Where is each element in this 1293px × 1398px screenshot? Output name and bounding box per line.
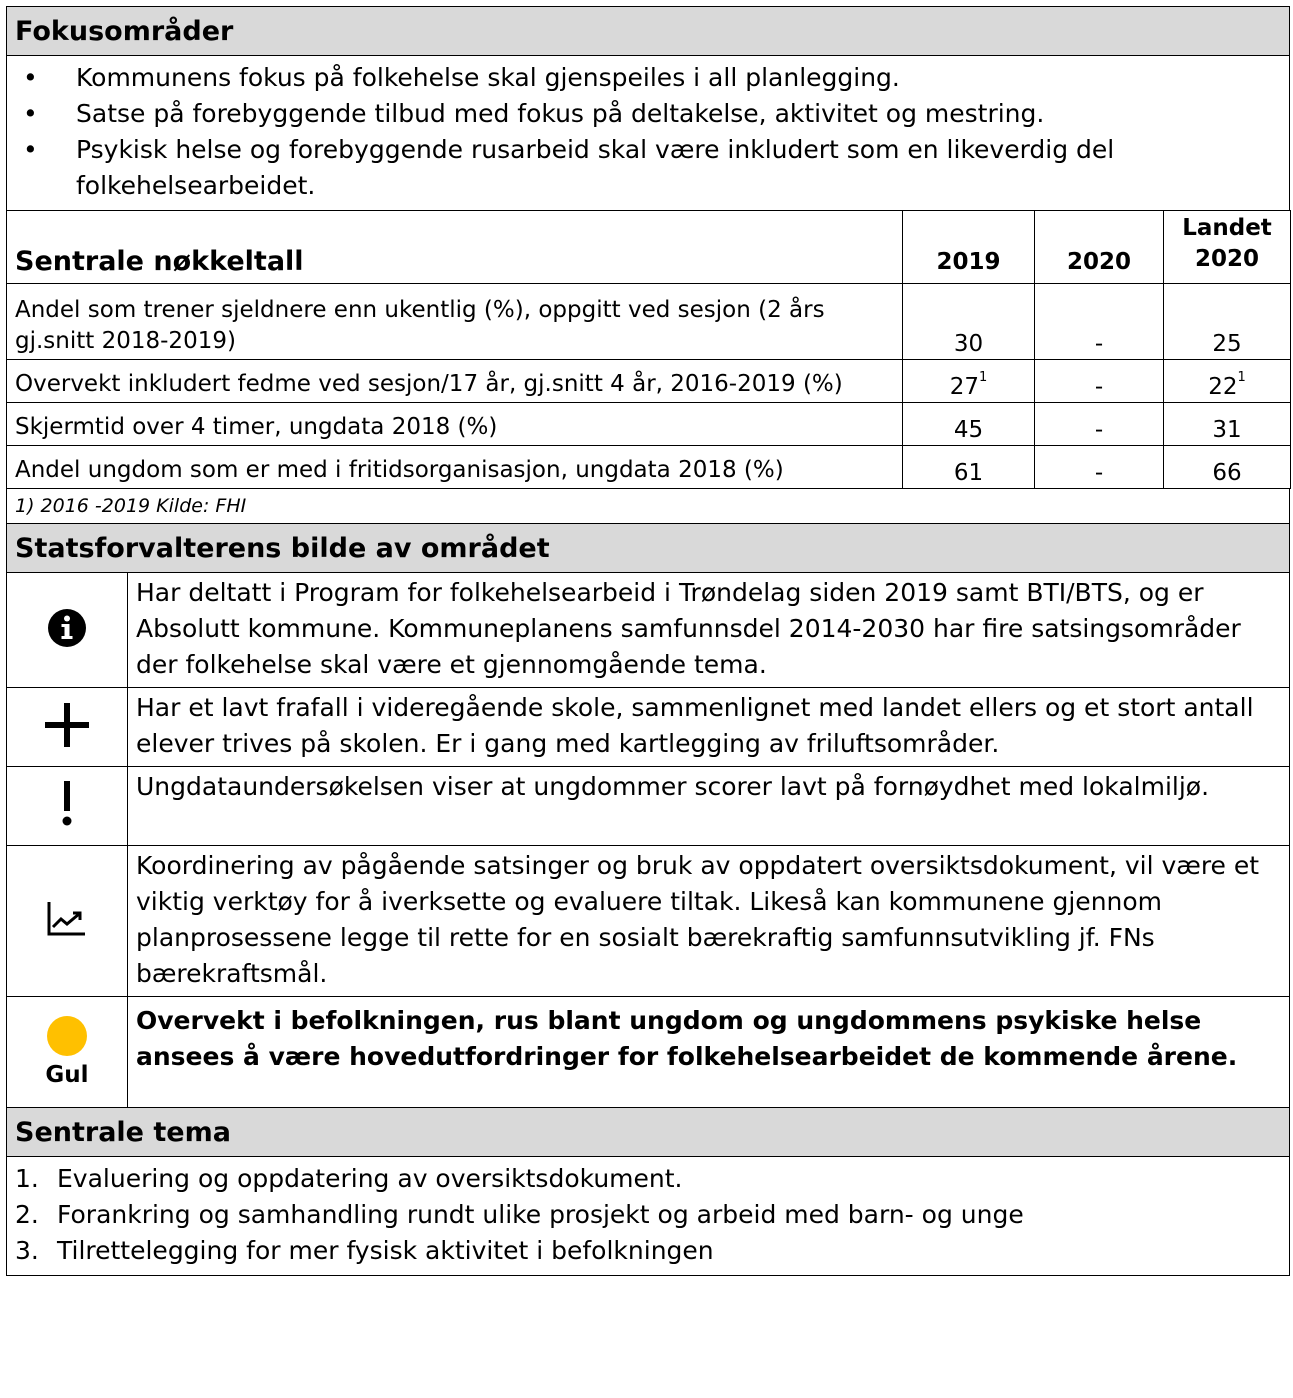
nokkeltall-heading: Sentrale nøkkeltall — [7, 211, 903, 284]
tema-section — [6, 1156, 1290, 1276]
bilde-row-plus — [6, 687, 1290, 766]
document — [6, 6, 1290, 1276]
status-label: Gul — [45, 1062, 89, 1088]
fokus-section — [6, 55, 1290, 210]
footnote-marker: 1 — [1237, 370, 1246, 385]
cell-2020: - — [1035, 360, 1164, 403]
col-header-2020: 2020 — [1035, 211, 1164, 284]
bilde-heading: Statsforvalterens bilde av området — [6, 523, 1290, 572]
cell-landet: 66 — [1164, 446, 1291, 489]
bilde-row-trend — [6, 845, 1290, 996]
list-item: • Satse på forebyggende tilbud med fokus på deltakelse, aktivitet og mestring. — [15, 96, 1281, 132]
list-item: • Psykisk helse og forebyggende rusarbeid skal være inkludert som en likeverdig del folkehelsearbeidet. — [15, 132, 1281, 204]
cell-2020: - — [1035, 446, 1164, 489]
icon-cell — [7, 767, 128, 845]
cell-2019 — [903, 360, 1035, 403]
fokus-list — [7, 56, 1289, 210]
col-header-landet — [1164, 211, 1291, 284]
bilde-text: Ungdataundersøkelsen viser at ungdommer scorer lavt på fornøydhet med lokalmiljø. — [136, 772, 1210, 801]
icon-cell — [7, 573, 128, 687]
table-row — [7, 360, 1291, 403]
cell-landet: 25 — [1164, 284, 1291, 360]
row-label: Andel ungdom som er med i fritidsorganisasjon, ungdata 2018 (%) — [7, 446, 903, 489]
trend-chart-icon — [47, 902, 87, 940]
tema-heading: Sentrale tema — [6, 1107, 1290, 1156]
cell-2019: 30 — [903, 284, 1035, 360]
cell-landet — [1164, 360, 1291, 403]
row-label: Andel som trener sjeldnere enn ukentlig (%), oppgitt ved sesjon (2 års gj.snitt 2018-2019) — [7, 284, 903, 360]
list-text: Forankring og samhandling rundt ulike prosjekt og arbeid med barn- og unge — [57, 1200, 1024, 1229]
list-item — [15, 1233, 1281, 1269]
list-number: 3. — [15, 1236, 39, 1265]
list-text: Tilrettelegging for mer fysisk aktivitet i befolkningen — [57, 1236, 714, 1265]
cell-value: 22 — [1208, 374, 1238, 400]
nokkeltall-table — [6, 210, 1291, 489]
col-header-landet-line2: 2020 — [1194, 246, 1259, 272]
info-icon — [47, 608, 87, 652]
bilde-row-warning — [6, 766, 1290, 845]
cell-2020: - — [1035, 284, 1164, 360]
row-label: Skjermtid over 4 timer, ungdata 2018 (%) — [7, 403, 903, 446]
bilde-text: Har et lavt frafall i videregående skole, sammenlignet med landet ellers og et stort antall elever trives på skolen. Er i gang med kartlegging av friluftsområder. — [136, 693, 1254, 758]
col-header-2019: 2019 — [903, 211, 1035, 284]
cell-value: 27 — [949, 374, 979, 400]
cell-landet: 31 — [1164, 403, 1291, 446]
list-text: Evaluering og oppdatering av oversiktsdokument. — [57, 1164, 683, 1193]
list-item — [15, 1161, 1281, 1197]
cell-2020: - — [1035, 403, 1164, 446]
list-item: • Kommunens fokus på folkehelse skal gjenspeiles i all planlegging. — [15, 60, 1281, 96]
tema-list — [7, 1157, 1289, 1275]
status-dot — [47, 1016, 87, 1056]
status-text: Overvekt i befolkningen, rus blant ungdom og ungdommens psykiske helse ansees å være hovedutfordringer for folkehelsearbeidet de kommende årene. — [136, 1006, 1238, 1071]
plus-icon — [45, 703, 89, 751]
list-number: 2. — [15, 1200, 39, 1229]
bilde-row-info — [6, 572, 1290, 687]
fokus-heading: Fokusområder — [6, 6, 1290, 55]
cell-2019: 45 — [903, 403, 1035, 446]
exclamation-icon — [59, 781, 75, 831]
table-row — [7, 403, 1291, 446]
icon-cell — [7, 846, 128, 996]
table-row — [7, 284, 1291, 360]
icon-cell — [7, 997, 128, 1107]
cell-2019: 61 — [903, 446, 1035, 489]
icon-cell — [7, 688, 128, 766]
footnote-marker: 1 — [979, 370, 988, 385]
bilde-row-status — [6, 996, 1290, 1107]
list-item — [15, 1197, 1281, 1233]
bilde-text: Har deltatt i Program for folkehelsearbeid i Trøndelag siden 2019 samt BTI/BTS, og er Absolutt kommune. Kommuneplanens samfunnsdel 2014-2030 har fire satsingsområder der folkehelse skal være et gjennomgående tema. — [136, 578, 1241, 679]
col-header-landet-line1: Landet — [1182, 215, 1272, 241]
table-footnote: 1) 2016 -2019 Kilde: FHI — [6, 489, 1290, 523]
bilde-text: Koordinering av pågående satsinger og bruk av oppdatert oversiktsdokument, vil være et viktig verktøy for å iverksette og evaluere tiltak. Likeså kan kommunene gjennom planprosessene legge til rette for en sosialt bærekraftig samfunnsutvikling jf. FNs bærekraftsmål. — [136, 851, 1260, 988]
list-number: 1. — [15, 1164, 39, 1193]
table-row — [7, 446, 1291, 489]
row-label: Overvekt inkludert fedme ved sesjon/17 år, gj.snitt 4 år, 2016-2019 (%) — [7, 360, 903, 403]
